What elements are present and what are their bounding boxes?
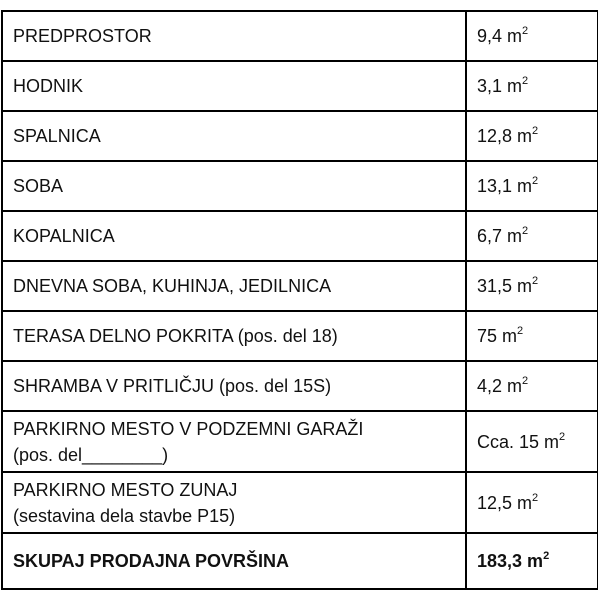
area-value: 12,8 m [477,126,533,146]
room-name-cell [2,472,466,533]
area-cell [466,311,598,361]
table-row [2,472,598,533]
room-name-cell [2,11,466,61]
area-unit-exponent: 2 [559,430,566,443]
area-unit-exponent: 2 [522,75,529,87]
table-row [2,411,598,472]
area-cell [466,472,598,533]
area-unit-exponent: 2 [532,275,539,287]
area-cell [466,411,598,472]
room-name-cell [2,211,466,261]
room-name-cell [2,261,466,311]
area-cell [466,111,598,161]
area-value: 9,4 m [477,26,523,46]
room-name: KOPALNICA [13,226,115,246]
room-name: TERASA DELNO POKRITA (pos. del 18) [13,326,338,346]
room-name-line1: PARKIRNO MESTO ZUNAJ [13,479,238,500]
area-unit-exponent: 2 [522,225,529,237]
area-value: 31,5 m [477,276,533,296]
room-name: SOBA [13,176,64,196]
room-name-cell [2,311,466,361]
room-name-cell [2,361,466,411]
area-cell [466,61,598,111]
table-row [2,311,598,361]
total-label: SKUPAJ PRODAJNA POVRŠINA [13,551,290,571]
table-row [2,211,598,261]
area-table [1,10,598,590]
room-name-line2: (pos. del________) [13,444,169,465]
total-area-value: 183,3 m [477,551,544,571]
area-unit-exponent: 2 [543,550,550,562]
room-name-line1: PARKIRNO MESTO V PODZEMNI GARAŽI [13,418,364,439]
area-cell [466,11,598,61]
area-value: 3,1 m [477,76,523,96]
area-unit-exponent: 2 [532,125,539,137]
room-name-cell [2,111,466,161]
room-name-cell [2,411,466,472]
area-cell [466,211,598,261]
area-cell [466,361,598,411]
table-row [2,61,598,111]
total-label-cell [2,533,466,589]
room-name: PREDPROSTOR [13,26,152,46]
area-cell [466,261,598,311]
total-row [2,533,598,589]
area-value: 75 m [477,326,518,346]
area-value: 13,1 m [477,176,533,196]
table-row [2,111,598,161]
room-name: DNEVNA SOBA, KUHINJA, JEDILNICA [13,276,332,296]
area-unit-exponent: 2 [532,491,539,504]
room-name: SHRAMBA V PRITLIČJU (pos. del 15S) [13,376,332,396]
table-row [2,361,598,411]
area-unit-exponent: 2 [522,375,529,387]
area-unit-exponent: 2 [517,325,524,337]
room-name-line2: (sestavina dela stavbe P15) [13,505,236,526]
room-name: SPALNICA [13,126,101,146]
area-value: Cca. 15 m [477,431,560,452]
room-name-cell [2,61,466,111]
table-row [2,11,598,61]
table-row [2,161,598,211]
area-cell [466,161,598,211]
area-value: 12,5 m [477,492,533,513]
area-unit-exponent: 2 [522,25,529,37]
area-value: 6,7 m [477,226,523,246]
table-row [2,261,598,311]
room-name-cell [2,161,466,211]
room-name: HODNIK [13,76,84,96]
total-area-cell [466,533,598,589]
area-value: 4,2 m [477,376,523,396]
area-unit-exponent: 2 [532,175,539,187]
